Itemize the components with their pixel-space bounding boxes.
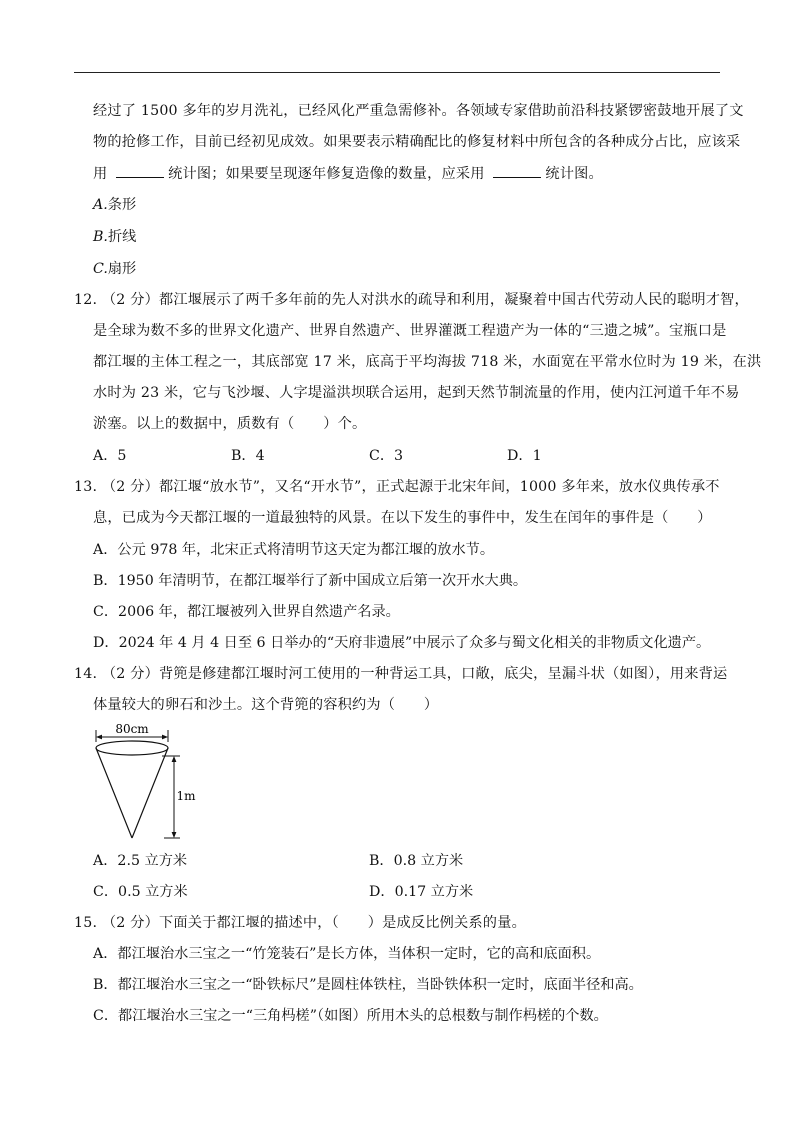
q11-line-3-post: 统计图。 [545,166,603,182]
q13-option-b[interactable]: B．1950 年清明节，在都江堰举行了新中国成立后第一次开水大典。 [93,573,528,589]
q15-option-a[interactable]: A．都江堰治水三宝之一“竹笼装石”是长方体，当体积一定时，它的高和底面积。 [93,946,601,962]
q13-option-d[interactable]: D．2024 年 4 月 4 日至 6 日举办的“天府非遗展”中展示了众多与蜀文化相关的非物质文化遗产。 [93,635,711,651]
q14-line-1: 14. （2 分）背篼是修建都江堰时河工使用的一种背运工具，口敞，底尖，呈漏斗状（如图），用来背运 [74,666,728,682]
q15-option-b[interactable]: B．都江堰治水三宝之一“卧铁标尺”是圆柱体铁柱，当卧铁体积一定时，底面半径和高。 [93,977,643,993]
q11-line-1: 经过了 1500 多年的岁月洗礼，已经风化严重急需修补。各领域专家借助前沿科技紧锣密鼓地开展了文 [93,103,744,119]
q12-option-d[interactable]: D．1 [507,448,542,464]
q11-line-3 [93,163,603,184]
q14-option-d[interactable]: D．0.17 立方米 [369,884,474,900]
diameter-label: 80cm [115,722,149,736]
cone-side-right [132,748,168,838]
answer-blank-1[interactable] [116,163,164,178]
q12-line-4: 水时为 23 米，它与飞沙堰、人字堤溢洪坝联合运用，起到天然节制流量的作用，使内江河道千年不易 [93,385,740,401]
q14-number: 14. [74,666,98,682]
q12-option-b[interactable]: B．4 [231,448,265,464]
height-label: 1m [176,789,196,803]
q11-option-a[interactable]: A.条形 [93,197,137,213]
q15-line-1: 15. （2 分）下面关于都江堰的描述中，（ ）是成反比例关系的量。 [74,915,526,931]
q12-line-2: 是全球为数不多的世界文化遗产、世界自然遗产、世界灌溉工程遗产为一体的“三遗之城”。宝瓶口是 [93,323,727,339]
answer-blank-2[interactable] [493,163,541,178]
q15-option-c[interactable]: C．都江堰治水三宝之一“三角杩槎”（如图）所用木头的总根数与制作杩槎的个数。 [93,1008,608,1024]
q12-line-1: 12. （2 分）都江堰展示了两千多年前的先人对洪水的疏导和利用，凝聚着中国古代劳动人民的聪明才智， [74,292,749,308]
cone-basket-figure [90,720,200,845]
q12-line-3: 都江堰的主体工程之一，其底部宽 17 米，底高于平均海拔 718 米，水面宽在平常水位时为 19 米，在洪 [93,354,762,370]
q11-line-2: 物的抢修工作，目前已经初见成效。如果要表示精确配比的修复材料中所包含的各种成分占比，应该采 [93,134,741,150]
q11-line-3-mid: 统计图；如果要呈现逐年修复造像的数量，应采用 [168,166,490,182]
q14-option-b[interactable]: B．0.8 立方米 [369,853,464,869]
cone-rim [96,741,168,755]
header-rule [74,72,720,73]
q11-option-c[interactable]: C.扇形 [93,261,137,277]
q13-option-a[interactable]: A．公元 978 年，北宋正式将清明节这天定为都江堰的放水节。 [93,542,495,558]
cone-side-left [96,748,132,838]
q12-option-a[interactable]: A．5 [93,448,127,464]
q13-line-1: 13. （2 分）都江堰“放水节”，又名“开水节”，正式起源于北宋年间，1000 多年来，放水仪典传承不 [74,479,720,495]
q11-option-b[interactable]: B.折线 [93,229,137,245]
q14-option-c[interactable]: C．0.5 立方米 [93,884,188,900]
q13-option-c[interactable]: C．2006 年，都江堰被列入世界自然遗产名录。 [93,604,400,620]
q13-number: 13. [74,479,98,495]
q12-line-5: 淤塞。以上的数据中，质数有（ ）个。 [93,416,367,432]
q11-line-3-pre: 用 [93,166,113,182]
q14-option-a[interactable]: A．2.5 立方米 [93,853,188,869]
q12-number: 12. [74,292,98,308]
q15-number: 15. [74,915,98,931]
q13-line-2: 息，已成为今天都江堰的一道最独特的风景。在以下发生的事件中，发生在闰年的事件是（ ） [93,510,712,526]
q12-option-c[interactable]: C．3 [369,448,404,464]
q14-line-2: 体量较大的卵石和沙土。这个背篼的容积约为（ ） [93,697,439,713]
